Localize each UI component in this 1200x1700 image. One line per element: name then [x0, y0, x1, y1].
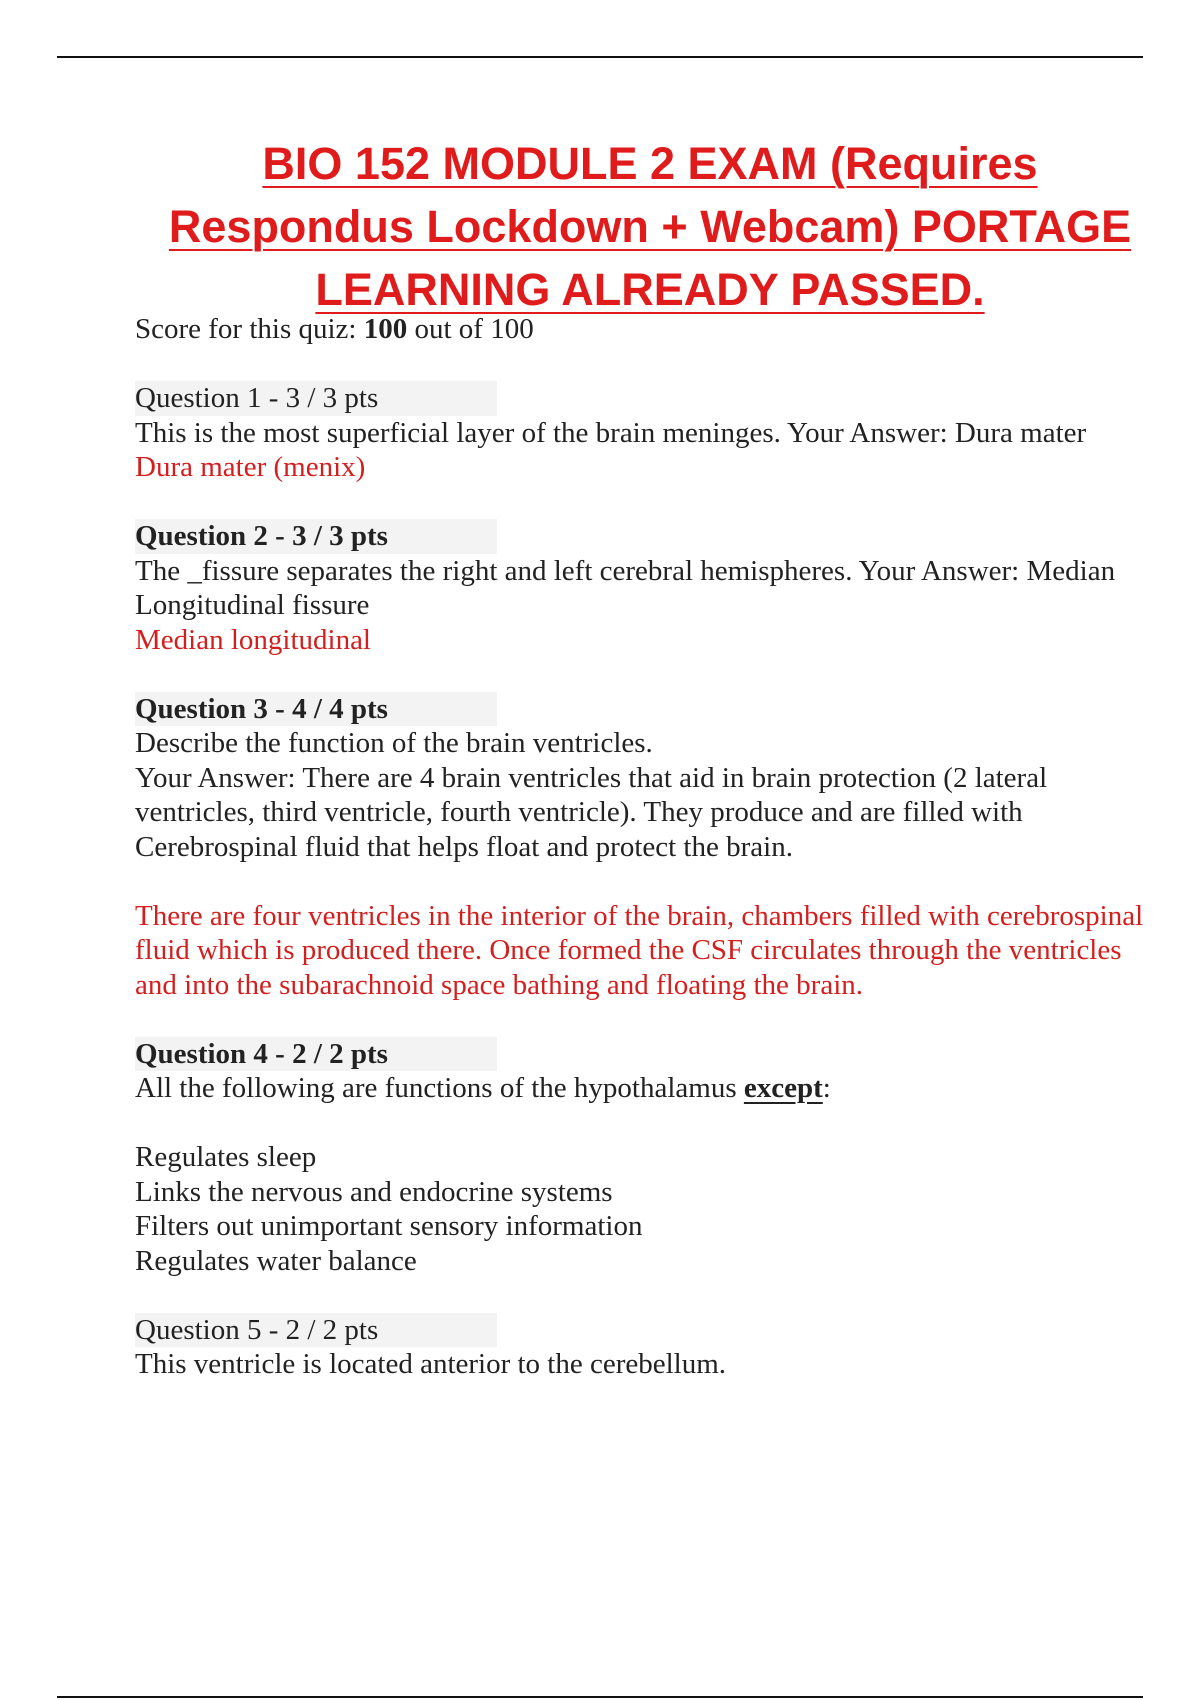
question-4-option-2: Links the nervous and endocrine systems — [135, 1175, 613, 1208]
top-rule — [57, 56, 1143, 58]
question-4-prompt-emphasis: except — [743, 1072, 823, 1104]
question-1 — [135, 381, 1155, 485]
question-3-answer: There are four ventricles in the interior of the brain, chambers filled with cerebrospinal fluid which is produced there. Once formed the CSF circulates through the ventricles and into the subarachnoid space bathing and floating the brain. — [135, 899, 1144, 1001]
question-5 — [135, 1313, 1155, 1382]
question-3-heading: Question 3 - 4 / 4 pts — [135, 692, 497, 727]
question-4-prompt — [135, 1071, 1155, 1106]
question-4-option-3: Filters out unimportant sensory information — [135, 1210, 643, 1242]
question-5-heading: Question 5 - 2 / 2 pts — [135, 1313, 497, 1348]
question-4-option-1: Regulates sleep — [135, 1141, 317, 1173]
question-1-heading: Question 1 - 3 / 3 pts — [135, 381, 497, 416]
title-line-2: Respondus Lockdown + Webcam) PORTAGE — [168, 201, 1132, 252]
question-2-heading: Question 2 - 3 / 3 pts — [135, 519, 497, 554]
score-suffix: out of 100 — [407, 313, 534, 345]
question-5-text: This ventricle is located anterior to the cerebellum. — [135, 1348, 727, 1380]
question-4-prompt-colon: : — [822, 1072, 831, 1104]
question-3-text: Your Answer: There are 4 brain ventricles that aid in brain protection (2 lateral ventricles, third ventricle, fourth ventricle). They produce and are filled with Cerebrospinal fluid that helps float and protect the brain. — [135, 761, 1048, 863]
question-2-answer: Median longitudinal — [135, 623, 371, 656]
question-2 — [135, 519, 1155, 657]
question-1-text: This is the most superficial layer of the brain meninges. Your Answer: Dura mater — [135, 416, 1087, 449]
question-3 — [135, 692, 1155, 1003]
question-1-answer: Dura mater (menix) — [135, 451, 366, 483]
title-line-1: BIO 152 MODULE 2 EXAM (Requires — [262, 138, 1038, 189]
score-prefix: Score for this quiz: — [135, 313, 364, 345]
bottom-rule — [57, 1696, 1143, 1698]
question-3-prompt: Describe the function of the brain ventricles. — [135, 727, 653, 759]
question-4 — [135, 1037, 1155, 1279]
question-4-prompt-text: All the following are functions of the hypothalamus — [135, 1072, 744, 1104]
question-4-option-4: Regulates water balance — [135, 1244, 417, 1277]
question-4-heading: Question 4 - 2 / 2 pts — [135, 1037, 497, 1072]
title-line-3: LEARNING ALREADY PASSED. — [315, 264, 985, 315]
score-value: 100 — [363, 313, 408, 345]
score-line — [135, 312, 1155, 347]
document-title — [100, 132, 1200, 321]
question-2-text: The _fissure separates the right and left cerebral hemispheres. Your Answer: Median Longitudinal fissure — [135, 554, 1116, 621]
quiz-content — [135, 312, 1155, 1382]
